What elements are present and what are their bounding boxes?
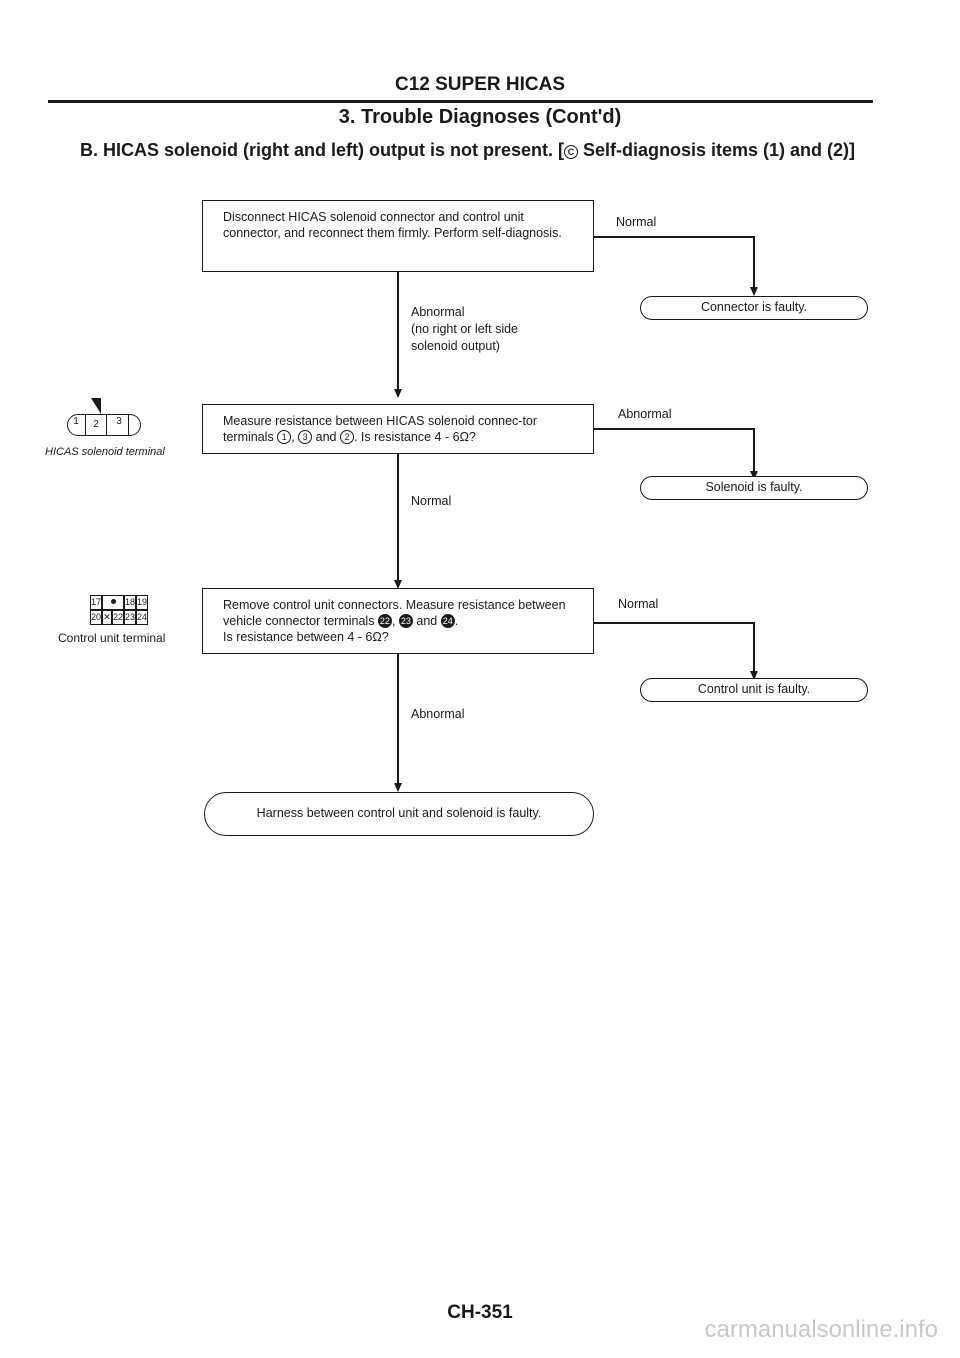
solenoid-terminal: 3 — [116, 416, 122, 427]
step1-normal-label: Normal — [616, 215, 657, 229]
step3-right-connector — [594, 622, 754, 624]
control-terminal: 22 — [112, 610, 124, 625]
terminal-badge: 22 — [379, 616, 390, 626]
result-harness-faulty: Harness between control unit and solenoid is faulty. — [204, 792, 594, 836]
consult-mark-icon: C — [564, 145, 578, 159]
step2-text: Measure resistance between HICAS solenoid connec-tor terminals — [223, 414, 538, 444]
heading-text-start: B. HICAS solenoid (right and left) output is not present. [ — [80, 140, 564, 160]
step3-question: Is resistance between 4 - 6Ω? — [223, 630, 389, 644]
control-unit-terminal-label: Control unit terminal — [58, 631, 166, 645]
step3-normal-label: Normal — [618, 597, 659, 611]
control-terminal: 17 — [90, 595, 102, 610]
step2-normal-label: Normal — [411, 494, 452, 508]
step3-and: and — [416, 614, 438, 628]
step3-right-drop — [753, 622, 755, 672]
step1-right-connector — [594, 236, 754, 238]
step3-abnormal-label: Abnormal — [411, 707, 465, 721]
step2-box: Measure resistance between HICAS solenoid connec-tor terminals 1 , 3 and 2 . Is resistance 4 - 6Ω? — [202, 404, 594, 454]
dot-icon — [111, 599, 116, 604]
step3-down-connector — [397, 654, 399, 784]
solenoid-connector-end — [127, 414, 141, 436]
solenoid-terminal-label: HICAS solenoid terminal — [45, 446, 165, 458]
terminal-badge: 23 — [400, 616, 411, 626]
step2-right-drop — [753, 428, 755, 472]
diagnosis-heading — [80, 140, 855, 161]
step2-right-connector — [594, 428, 754, 430]
control-terminal: 18 — [124, 595, 136, 610]
watermark-url: carmanualsonline.info — [704, 1316, 938, 1343]
step3-text: Remove control unit connectors. Measure resistance between vehicle connector terminals — [223, 598, 566, 628]
control-terminal: 24 — [136, 610, 148, 625]
step2-text-end: . Is resistance 4 - 6Ω? — [353, 430, 476, 444]
step1-abnormal-note-2: solenoid output) — [411, 339, 500, 353]
step2-and: and — [315, 430, 337, 444]
result-control-unit-faulty: Control unit is faulty. — [640, 678, 868, 702]
step2-abnormal-label: Abnormal — [618, 407, 672, 421]
solenoid-terminal: 2 — [85, 414, 107, 436]
control-terminal: 23 — [124, 610, 136, 625]
header-rule — [48, 100, 873, 103]
step1-abnormal-label: Abnormal — [411, 305, 465, 319]
result-solenoid-faulty: Solenoid is faulty. — [640, 476, 868, 500]
probe-icon — [91, 398, 101, 414]
page-title: C12 SUPER HICAS — [395, 74, 565, 95]
step1-abnormal-note: (no right or left side — [411, 322, 518, 336]
control-unit-connector-icon — [90, 595, 154, 629]
step3-box: Remove control unit connectors. Measure resistance between vehicle connector terminals 22 , 23 and 24 . Is resistance between 4 - 6Ω? — [202, 588, 594, 654]
step1-right-drop — [753, 236, 755, 288]
heading-text-end: Self-diagnosis items (1) and (2)] — [577, 140, 856, 160]
step1-box — [202, 200, 594, 272]
terminal-badge: 24 — [442, 616, 453, 626]
blank-terminal-icon: ✕ — [102, 610, 112, 625]
solenoid-terminal: 1 — [73, 416, 79, 427]
page-number: CH-351 — [447, 1302, 513, 1323]
terminal-badge: 2 — [340, 430, 354, 444]
control-terminal — [102, 595, 124, 610]
result-connector-faulty: Connector is faulty. — [640, 296, 868, 320]
solenoid-connector-icon — [55, 398, 165, 442]
section-title: 3. Trouble Diagnoses (Cont'd) — [338, 106, 622, 128]
arrow-head-icon — [394, 783, 402, 792]
step1-text: Disconnect HICAS solenoid connector and control unit connector, and reconnect them firmly. Perform self-diagnosis. — [223, 210, 562, 240]
terminal-badge: 3 — [298, 430, 312, 444]
step2-down-connector — [397, 454, 399, 580]
arrow-head-icon — [394, 389, 402, 398]
step1-down-connector — [397, 272, 399, 390]
control-terminal: 19 — [136, 595, 148, 610]
control-terminal: 20 — [90, 610, 102, 625]
terminal-badge: 1 — [277, 430, 291, 444]
arrow-head-icon — [750, 287, 758, 296]
